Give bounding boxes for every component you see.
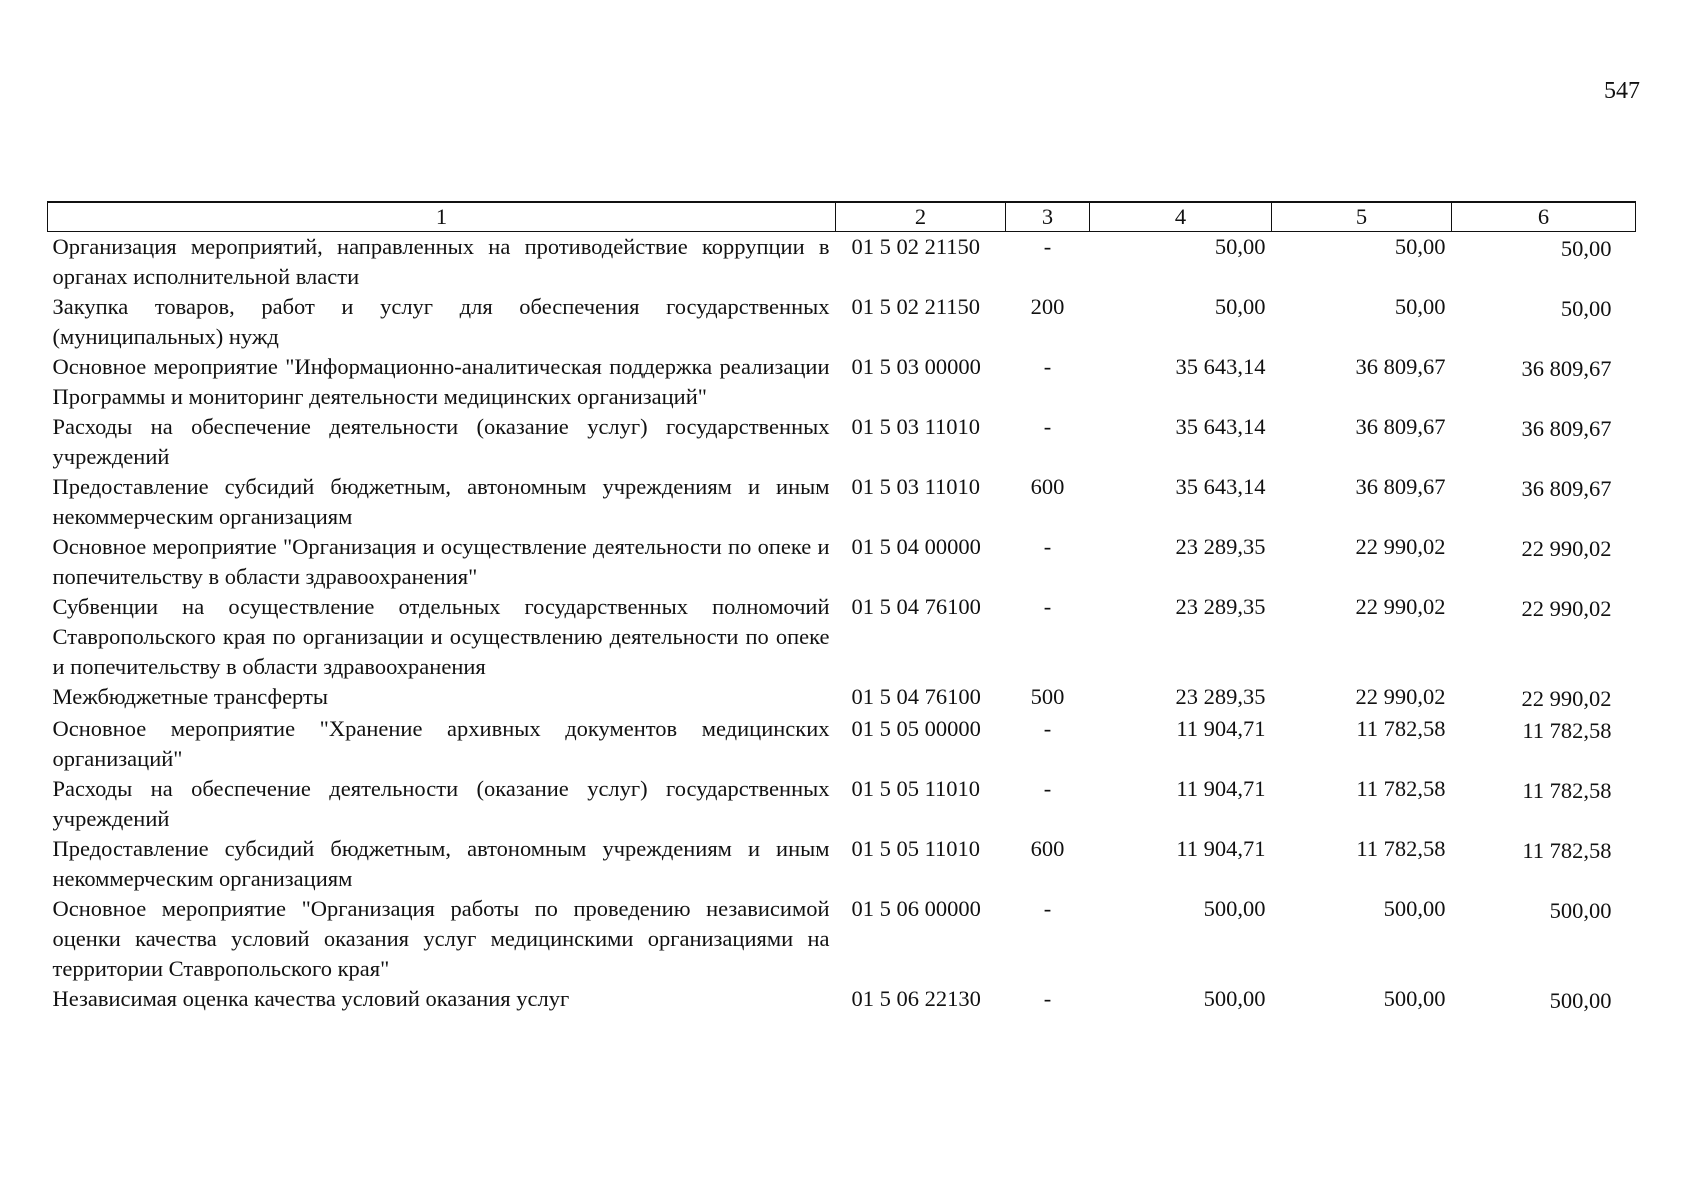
row-expense-type: - xyxy=(1043,776,1052,801)
row-expense-type: - xyxy=(1043,534,1052,559)
row-code: 01 5 06 00000 xyxy=(851,896,981,921)
row-code: 01 5 05 00000 xyxy=(851,716,981,741)
row-name: Межбюджетные трансферты xyxy=(52,684,328,709)
row-amount-col4: 11 904,71 xyxy=(1176,776,1266,801)
column-header-1: 1 xyxy=(48,202,836,232)
row-code: 01 5 03 00000 xyxy=(851,354,981,379)
row-code: 01 5 03 11010 xyxy=(851,414,981,439)
row-expense-type: 500 xyxy=(1030,684,1065,709)
row-amount-col5: 500,00 xyxy=(1383,896,1446,921)
row-amount-col4: 23 289,35 xyxy=(1175,534,1266,559)
row-amount-col5: 11 782,58 xyxy=(1356,776,1446,801)
row-amount-col4: 500,00 xyxy=(1203,896,1266,921)
row-code: 01 5 02 21150 xyxy=(851,294,981,319)
row-name: Независимая оценка качества условий оказания услуг xyxy=(52,986,570,1011)
table-row xyxy=(48,532,1636,592)
row-amount-col4: 11 904,71 xyxy=(1176,716,1266,741)
row-expense-type: 200 xyxy=(1030,294,1065,319)
row-name: Организация мероприятий, направленных на противодействие коррупции в органах исполнительной власти xyxy=(52,234,830,289)
column-header-4: 4 xyxy=(1090,202,1272,232)
row-name: Предоставление субсидий бюджетным, автономным учреждениям и иным некоммерческим организациям xyxy=(52,836,830,891)
row-amount-col4: 50,00 xyxy=(1214,294,1266,319)
row-name: Основное мероприятие "Организация и осуществление деятельности по опеке и попечительству в области здравоохранения" xyxy=(52,534,830,589)
table-header xyxy=(48,202,1636,232)
table-row xyxy=(48,984,1636,1016)
row-amount-col5: 50,00 xyxy=(1394,294,1446,319)
row-expense-type: - xyxy=(1043,986,1052,1011)
column-header-2: 2 xyxy=(836,202,1006,232)
row-amount-col4: 23 289,35 xyxy=(1175,594,1266,619)
row-name: Расходы на обеспечение деятельности (оказание услуг) государственных учреждений xyxy=(52,776,830,831)
table-row xyxy=(48,232,1636,293)
row-amount-col4: 35 643,14 xyxy=(1175,474,1266,499)
row-code: 01 5 04 00000 xyxy=(851,534,981,559)
table-row xyxy=(48,352,1636,412)
row-amount-col5: 36 809,67 xyxy=(1355,354,1446,379)
row-code: 01 5 02 21150 xyxy=(851,234,981,259)
row-name: Основное мероприятие "Информационно-аналитическая поддержка реализации Программы и мониторинг деятельности медицинских организаций" xyxy=(52,354,830,409)
row-amount-col4: 35 643,14 xyxy=(1175,354,1266,379)
row-amount-col6: 11 782,58 xyxy=(1522,778,1612,803)
row-amount-col4: 50,00 xyxy=(1214,234,1266,259)
row-amount-col5: 22 990,02 xyxy=(1355,534,1446,559)
row-amount-col4: 11 904,71 xyxy=(1176,836,1266,861)
row-amount-col6: 36 809,67 xyxy=(1521,416,1612,441)
row-expense-type: - xyxy=(1043,354,1052,379)
table-body xyxy=(48,232,1636,1017)
row-name: Субвенции на осуществление отдельных государственных полномочий Ставропольского края по организации и осуществлению деятельности по опеке и попечительству в области здравоохранения xyxy=(52,594,830,679)
row-expense-type: - xyxy=(1043,414,1052,439)
row-amount-col6: 50,00 xyxy=(1560,296,1612,321)
row-name: Расходы на обеспечение деятельности (оказание услуг) государственных учреждений xyxy=(52,414,830,469)
row-name: Предоставление субсидий бюджетным, автономным учреждениям и иным некоммерческим организациям xyxy=(52,474,830,529)
row-amount-col5: 50,00 xyxy=(1394,234,1446,259)
row-amount-col6: 36 809,67 xyxy=(1521,476,1612,501)
row-expense-type: 600 xyxy=(1030,836,1065,861)
page-number: 547 xyxy=(1604,78,1640,104)
row-amount-col6: 36 809,67 xyxy=(1521,356,1612,381)
table-row xyxy=(48,592,1636,682)
table-row xyxy=(48,472,1636,532)
row-amount-col6: 11 782,58 xyxy=(1522,838,1612,863)
row-amount-col6: 22 990,02 xyxy=(1521,686,1612,711)
row-amount-col6: 22 990,02 xyxy=(1521,536,1612,561)
row-code: 01 5 06 22130 xyxy=(851,986,981,1011)
row-code: 01 5 03 11010 xyxy=(851,474,981,499)
row-code: 01 5 05 11010 xyxy=(851,836,981,861)
table-row xyxy=(48,412,1636,472)
row-code: 01 5 04 76100 xyxy=(851,594,981,619)
column-header-3: 3 xyxy=(1006,202,1090,232)
row-amount-col5: 500,00 xyxy=(1383,986,1446,1011)
column-header-5: 5 xyxy=(1272,202,1452,232)
row-amount-col6: 11 782,58 xyxy=(1522,718,1612,743)
row-amount-col5: 11 782,58 xyxy=(1356,716,1446,741)
row-amount-col6: 50,00 xyxy=(1560,236,1612,261)
row-amount-col5: 22 990,02 xyxy=(1355,594,1446,619)
table-row xyxy=(48,292,1636,352)
row-amount-col5: 11 782,58 xyxy=(1356,836,1446,861)
table-row xyxy=(48,714,1636,774)
table-row xyxy=(48,682,1636,714)
row-amount-col6: 500,00 xyxy=(1549,898,1612,923)
row-name: Основное мероприятие "Хранение архивных документов медицинских организаций" xyxy=(52,716,830,771)
row-amount-col5: 22 990,02 xyxy=(1355,684,1446,709)
row-expense-type: - xyxy=(1043,594,1052,619)
header-row xyxy=(48,202,1636,232)
column-header-6: 6 xyxy=(1452,202,1636,232)
row-amount-col6: 500,00 xyxy=(1549,988,1612,1013)
row-amount-col4: 500,00 xyxy=(1203,986,1266,1011)
row-amount-col5: 36 809,67 xyxy=(1355,474,1446,499)
row-name: Закупка товаров, работ и услуг для обеспечения государственных (муниципальных) нужд xyxy=(52,294,830,349)
row-code: 01 5 05 11010 xyxy=(851,776,981,801)
table-row xyxy=(48,834,1636,894)
row-code: 01 5 04 76100 xyxy=(851,684,981,709)
row-expense-type: 600 xyxy=(1030,474,1065,499)
row-amount-col6: 22 990,02 xyxy=(1521,596,1612,621)
table-row xyxy=(48,894,1636,984)
row-name: Основное мероприятие "Организация работы по проведению независимой оценки качества условий оказания услуг медицинскими организациями на территории Ставропольского края" xyxy=(52,896,830,981)
table-row xyxy=(48,774,1636,834)
row-expense-type: - xyxy=(1043,716,1052,741)
row-amount-col5: 36 809,67 xyxy=(1355,414,1446,439)
row-expense-type: - xyxy=(1043,234,1052,259)
row-amount-col4: 23 289,35 xyxy=(1175,684,1266,709)
budget-table xyxy=(47,201,1636,1016)
row-amount-col4: 35 643,14 xyxy=(1175,414,1266,439)
row-expense-type: - xyxy=(1043,896,1052,921)
